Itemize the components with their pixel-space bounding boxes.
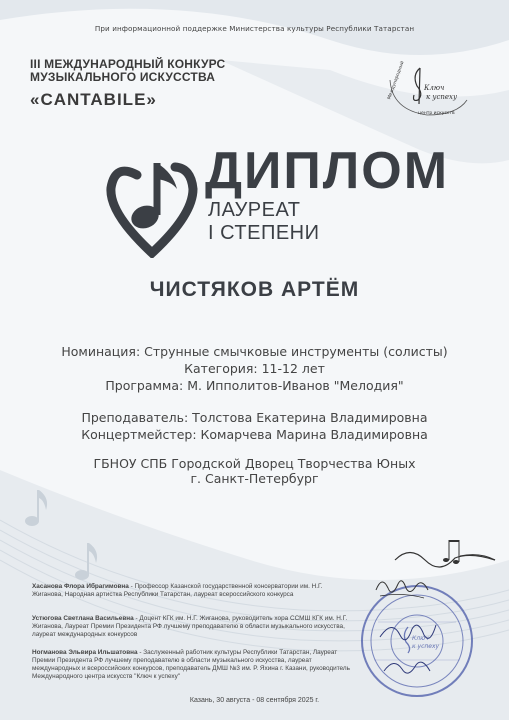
accompanist: Концертмейстер: Комарчева Марина Владимировна	[81, 427, 428, 442]
nomination-block	[0, 343, 509, 394]
place-date: Казань, 30 августа - 08 сентября 2025 г.	[189, 697, 320, 704]
laureate-degree	[208, 199, 319, 245]
svg-text:Международный: Международный	[387, 60, 406, 101]
jury-member	[32, 615, 352, 639]
institution-line-1: ГБНОУ СПБ Городской Дворец Творчества Юных	[93, 456, 416, 471]
category: Категория: 11-12 лет	[184, 361, 325, 376]
program: Программа: М. Ипполитов-Иванов "Мелодия"	[105, 378, 404, 393]
jury-description: - Доцент КГК им. Н.Г. Жиганова, руководитель хора ССМШ КГК им. Н.Г. Жиганова, Лауреат Премии Президента РФ лучшему преподавателю в области музыкального искусства, лауреат международных конкурсов	[32, 615, 348, 638]
svg-text:Ключ: Ключ	[412, 635, 429, 642]
institution-block	[0, 456, 509, 486]
contest-line-1: III МЕЖДУНАРОДНЫЙ КОНКУРС	[30, 57, 226, 71]
support-text: При информационной поддержке Министерства культуры Республики Татарстан	[94, 24, 415, 33]
participant-name: ЧИСТЯКОВ АРТЁМ	[149, 278, 360, 301]
svg-text:к успеху: к успеху	[426, 93, 458, 101]
center-logo	[382, 60, 472, 120]
teachers-block	[0, 409, 509, 443]
jury-name: Ногманова Эльвира Ильшатовна	[32, 649, 138, 656]
contest-line-2: МУЗЫКАЛЬНОГО ИСКУССТВА	[30, 70, 216, 84]
jury-member	[32, 583, 352, 599]
contest-title	[30, 57, 226, 109]
teacher: Преподаватель: Толстова Екатерина Владимировна	[81, 410, 428, 425]
svg-text:к успеху: к успеху	[412, 643, 440, 650]
svg-text:центр искусств: центр искусств	[418, 111, 455, 116]
heart-note-icon	[105, 153, 200, 258]
signature	[372, 570, 432, 610]
jury-member	[32, 649, 352, 681]
laureate-line-2: I СТЕПЕНИ	[208, 222, 320, 244]
nomination: Номинация: Струнные смычковые инструменты (солисты)	[61, 344, 448, 359]
jury-description: - Профессор Казанской государственной консерватории им. Н.Г. Жиганова, Народная артистка Республики Татарстан, лауреат всероссийского конкурса	[32, 583, 323, 598]
jury-name: Устюгова Светлана Васильевна	[32, 615, 134, 622]
laureate-line-1: ЛАУРЕАТ	[208, 199, 301, 221]
treble-clef-icon	[414, 68, 421, 104]
diploma-title: ДИПЛОМ	[205, 142, 450, 200]
jury-name: Хасанова Флора Ибрагимовна	[32, 583, 129, 590]
svg-text:Ключ: Ключ	[424, 84, 445, 92]
jury-description: - Заслуженный работник культуры Республики Татарстан, Лауреат Премии Президента РФ лучшему преподавателю в области музыкального искусства, лауреат международных и всероссийских конкурсов, преподаватель ДМШ №3 им. Р. Яхина г. Казани, руководитель Международного центра искусств "Ключ к успеху"	[32, 649, 350, 680]
signature	[380, 655, 440, 685]
contest-name: «CANTABILE»	[30, 90, 157, 109]
signature	[378, 615, 438, 651]
institution-line-2: г. Санкт-Петербург	[190, 471, 319, 486]
